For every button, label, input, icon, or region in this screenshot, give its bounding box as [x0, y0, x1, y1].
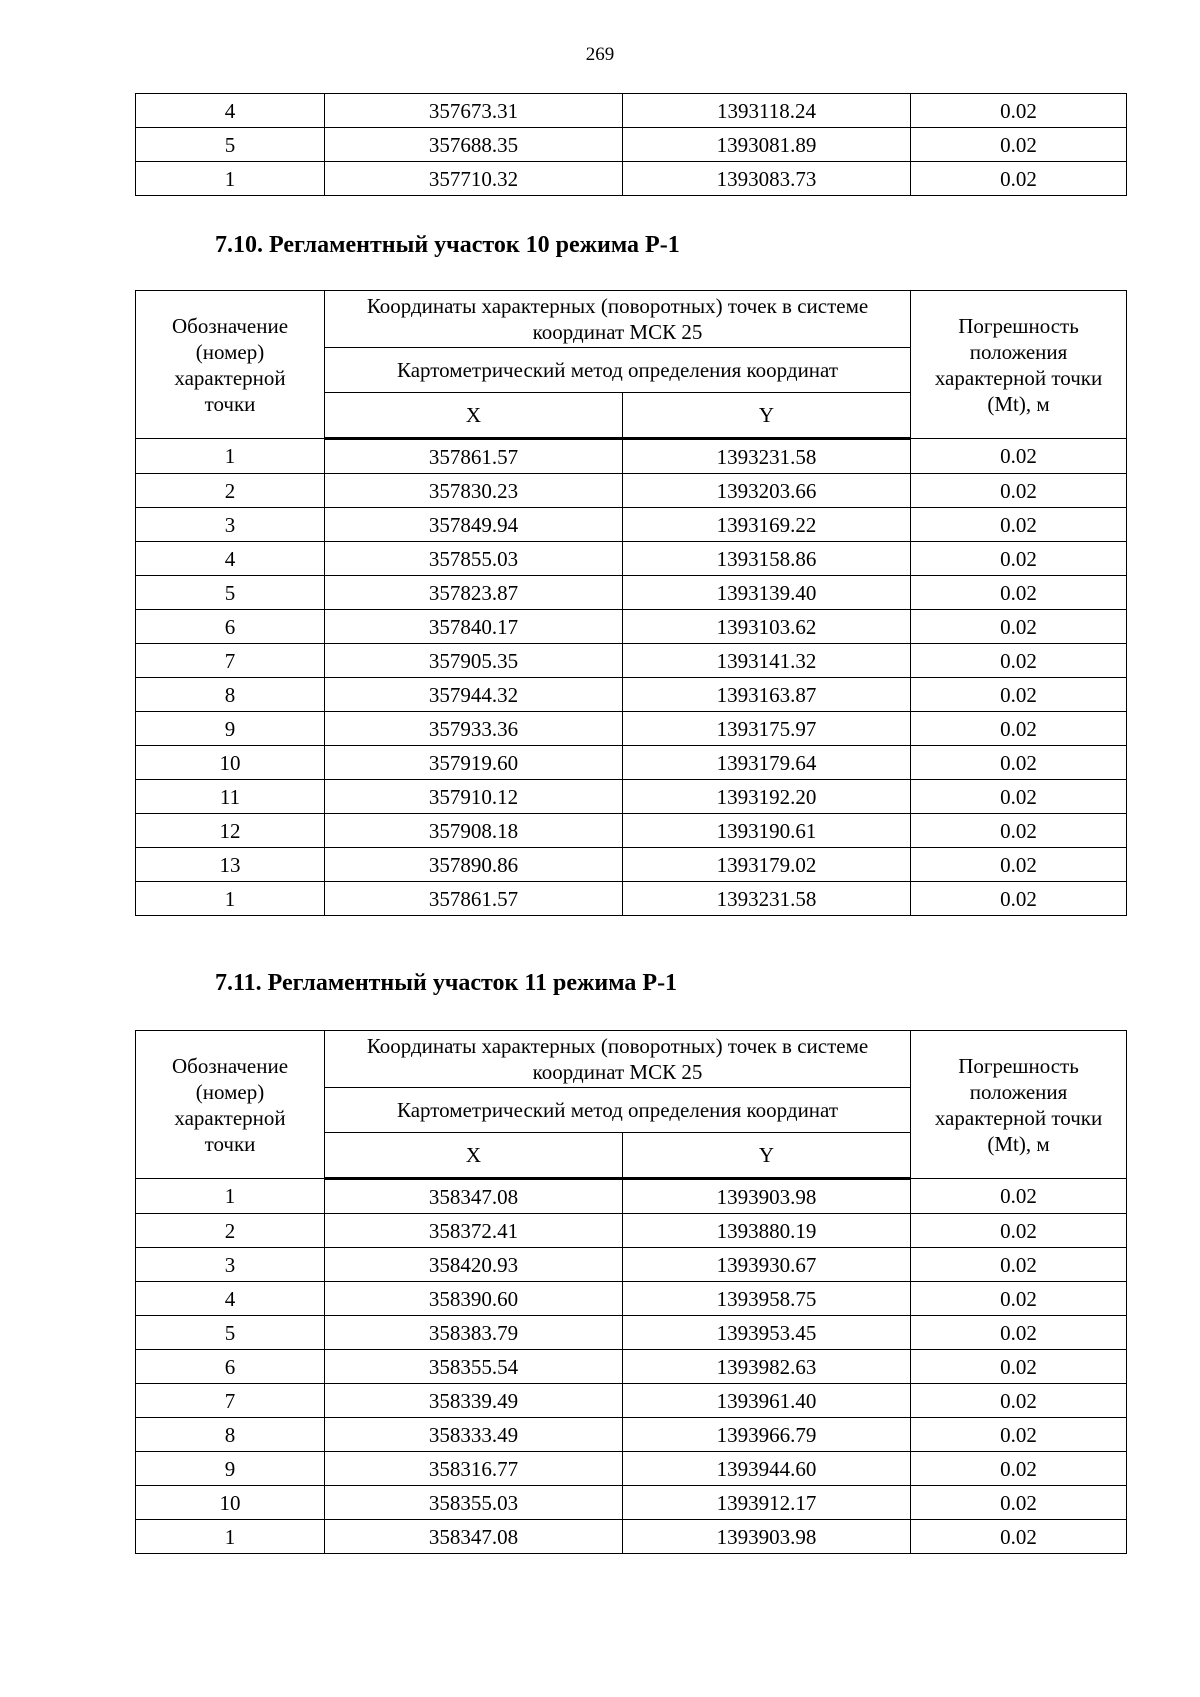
table-row: [136, 1384, 1127, 1418]
y-coordinate-cell: 1393231.58: [623, 439, 911, 474]
y-coordinate-cell: 1393179.64: [623, 746, 911, 780]
point-number-cell: 10: [136, 746, 325, 780]
point-number-cell: 1: [136, 162, 325, 196]
x-coordinate-cell: 357919.60: [325, 746, 623, 780]
table-row: [136, 439, 1127, 474]
x-coordinate-cell: 358383.79: [325, 1316, 623, 1350]
header-x: X: [325, 393, 623, 439]
x-coordinate-cell: 358347.08: [325, 1520, 623, 1554]
table-row: [136, 128, 1127, 162]
error-cell: 0.02: [911, 1214, 1127, 1248]
header-designation: Обозначение (номер) характерной точки: [136, 291, 325, 439]
point-number-cell: 4: [136, 1282, 325, 1316]
coordinates-table-continuation: [135, 93, 1127, 196]
point-number-cell: 9: [136, 1452, 325, 1486]
table-body: [136, 439, 1127, 916]
table-row: [136, 1179, 1127, 1214]
table-row: [136, 1486, 1127, 1520]
point-number-cell: 9: [136, 712, 325, 746]
point-number-cell: 12: [136, 814, 325, 848]
point-number-cell: 3: [136, 508, 325, 542]
y-coordinate-cell: 1393944.60: [623, 1452, 911, 1486]
table-row: [136, 814, 1127, 848]
point-number-cell: 6: [136, 1350, 325, 1384]
error-cell: 0.02: [911, 780, 1127, 814]
header-method: Картометрический метод определения координат: [325, 348, 911, 393]
x-coordinate-cell: 357908.18: [325, 814, 623, 848]
x-coordinate-cell: 357905.35: [325, 644, 623, 678]
point-number-cell: 4: [136, 542, 325, 576]
y-coordinate-cell: 1393961.40: [623, 1384, 911, 1418]
y-coordinate-cell: 1393903.98: [623, 1520, 911, 1554]
y-coordinate-cell: 1393231.58: [623, 882, 911, 916]
x-coordinate-cell: 358333.49: [325, 1418, 623, 1452]
y-coordinate-cell: 1393103.62: [623, 610, 911, 644]
point-number-cell: 1: [136, 882, 325, 916]
header-method: Картометрический метод определения координат: [325, 1088, 911, 1133]
x-coordinate-cell: 358339.49: [325, 1384, 623, 1418]
y-coordinate-cell: 1393958.75: [623, 1282, 911, 1316]
table-row: [136, 1452, 1127, 1486]
point-number-cell: 5: [136, 576, 325, 610]
error-cell: 0.02: [911, 678, 1127, 712]
table-body: [136, 94, 1127, 196]
x-coordinate-cell: 357840.17: [325, 610, 623, 644]
y-coordinate-cell: 1393192.20: [623, 780, 911, 814]
x-coordinate-cell: 358420.93: [325, 1248, 623, 1282]
coordinates-table-section-11: [135, 1030, 1127, 1554]
table-row: [136, 746, 1127, 780]
error-cell: 0.02: [911, 1486, 1127, 1520]
y-coordinate-cell: 1393190.61: [623, 814, 911, 848]
x-coordinate-cell: 357830.23: [325, 474, 623, 508]
header-y: Y: [623, 393, 911, 439]
header-y: Y: [623, 1133, 911, 1179]
x-coordinate-cell: 357861.57: [325, 439, 623, 474]
y-coordinate-cell: 1393141.32: [623, 644, 911, 678]
error-cell: 0.02: [911, 644, 1127, 678]
error-cell: 0.02: [911, 882, 1127, 916]
table-row: [136, 1282, 1127, 1316]
y-coordinate-cell: 1393179.02: [623, 848, 911, 882]
x-coordinate-cell: 358372.41: [325, 1214, 623, 1248]
table-row: [136, 610, 1127, 644]
point-number-cell: 3: [136, 1248, 325, 1282]
header-coords-title: Координаты характерных (поворотных) точек в системе координат МСК 25: [325, 291, 911, 348]
table-row: [136, 1418, 1127, 1452]
table-body: [136, 1179, 1127, 1554]
header-designation: Обозначение (номер) характерной точки: [136, 1031, 325, 1179]
header-error: Погрешность положения характерной точки (Mt), м: [911, 1031, 1127, 1179]
error-cell: 0.02: [911, 1316, 1127, 1350]
y-coordinate-cell: 1393953.45: [623, 1316, 911, 1350]
error-cell: 0.02: [911, 1179, 1127, 1214]
section-heading: 7.10. Регламентный участок 10 режима Р-1: [215, 232, 680, 258]
point-number-cell: 1: [136, 439, 325, 474]
point-number-cell: 1: [136, 1179, 325, 1214]
y-coordinate-cell: 1393930.67: [623, 1248, 911, 1282]
page-number: 269: [585, 44, 615, 65]
error-cell: 0.02: [911, 814, 1127, 848]
point-number-cell: 2: [136, 474, 325, 508]
table-row: [136, 94, 1127, 128]
error-cell: 0.02: [911, 1282, 1127, 1316]
point-number-cell: 10: [136, 1486, 325, 1520]
table-row: [136, 1316, 1127, 1350]
error-cell: 0.02: [911, 576, 1127, 610]
table-row: [136, 712, 1127, 746]
point-number-cell: 1: [136, 1520, 325, 1554]
y-coordinate-cell: 1393880.19: [623, 1214, 911, 1248]
point-number-cell: 5: [136, 1316, 325, 1350]
table-row: [136, 1350, 1127, 1384]
y-coordinate-cell: 1393139.40: [623, 576, 911, 610]
table-row: [136, 474, 1127, 508]
table-row: [136, 576, 1127, 610]
y-coordinate-cell: 1393966.79: [623, 1418, 911, 1452]
x-coordinate-cell: 358355.54: [325, 1350, 623, 1384]
point-number-cell: 2: [136, 1214, 325, 1248]
y-coordinate-cell: 1393912.17: [623, 1486, 911, 1520]
x-coordinate-cell: 357944.32: [325, 678, 623, 712]
point-number-cell: 4: [136, 94, 325, 128]
header-coords-title: Координаты характерных (поворотных) точек в системе координат МСК 25: [325, 1031, 911, 1088]
table-row: [136, 678, 1127, 712]
error-cell: 0.02: [911, 610, 1127, 644]
y-coordinate-cell: 1393083.73: [623, 162, 911, 196]
x-coordinate-cell: 357933.36: [325, 712, 623, 746]
y-coordinate-cell: 1393175.97: [623, 712, 911, 746]
error-cell: 0.02: [911, 542, 1127, 576]
x-coordinate-cell: 358316.77: [325, 1452, 623, 1486]
point-number-cell: 11: [136, 780, 325, 814]
x-coordinate-cell: 357823.87: [325, 576, 623, 610]
error-cell: 0.02: [911, 94, 1127, 128]
x-coordinate-cell: 357710.32: [325, 162, 623, 196]
coordinates-table-section-10: [135, 290, 1127, 916]
x-coordinate-cell: 357910.12: [325, 780, 623, 814]
y-coordinate-cell: 1393081.89: [623, 128, 911, 162]
error-cell: 0.02: [911, 1384, 1127, 1418]
table-header: [136, 1031, 1127, 1179]
table-row: [136, 508, 1127, 542]
table-row: [136, 162, 1127, 196]
error-cell: 0.02: [911, 1452, 1127, 1486]
table-row: [136, 882, 1127, 916]
table-row: [136, 1214, 1127, 1248]
point-number-cell: 6: [136, 610, 325, 644]
x-coordinate-cell: 358347.08: [325, 1179, 623, 1214]
error-cell: 0.02: [911, 1350, 1127, 1384]
y-coordinate-cell: 1393982.63: [623, 1350, 911, 1384]
point-number-cell: 5: [136, 128, 325, 162]
point-number-cell: 8: [136, 1418, 325, 1452]
error-cell: 0.02: [911, 474, 1127, 508]
x-coordinate-cell: 357861.57: [325, 882, 623, 916]
x-coordinate-cell: 357890.86: [325, 848, 623, 882]
y-coordinate-cell: 1393903.98: [623, 1179, 911, 1214]
error-cell: 0.02: [911, 712, 1127, 746]
x-coordinate-cell: 358355.03: [325, 1486, 623, 1520]
y-coordinate-cell: 1393158.86: [623, 542, 911, 576]
error-cell: 0.02: [911, 1520, 1127, 1554]
error-cell: 0.02: [911, 439, 1127, 474]
error-cell: 0.02: [911, 1418, 1127, 1452]
x-coordinate-cell: 357688.35: [325, 128, 623, 162]
table-header: [136, 291, 1127, 439]
point-number-cell: 8: [136, 678, 325, 712]
error-cell: 0.02: [911, 162, 1127, 196]
error-cell: 0.02: [911, 508, 1127, 542]
point-number-cell: 7: [136, 644, 325, 678]
table-row: [136, 780, 1127, 814]
y-coordinate-cell: 1393169.22: [623, 508, 911, 542]
x-coordinate-cell: 357855.03: [325, 542, 623, 576]
y-coordinate-cell: 1393163.87: [623, 678, 911, 712]
table-row: [136, 848, 1127, 882]
table-row: [136, 644, 1127, 678]
error-cell: 0.02: [911, 1248, 1127, 1282]
x-coordinate-cell: 358390.60: [325, 1282, 623, 1316]
table-row: [136, 542, 1127, 576]
x-coordinate-cell: 357849.94: [325, 508, 623, 542]
y-coordinate-cell: 1393118.24: [623, 94, 911, 128]
header-error: Погрешность положения характерной точки (Mt), м: [911, 291, 1127, 439]
point-number-cell: 13: [136, 848, 325, 882]
table-row: [136, 1520, 1127, 1554]
x-coordinate-cell: 357673.31: [325, 94, 623, 128]
table-row: [136, 1248, 1127, 1282]
section-heading: 7.11. Регламентный участок 11 режима Р-1: [215, 970, 678, 996]
error-cell: 0.02: [911, 848, 1127, 882]
header-x: X: [325, 1133, 623, 1179]
point-number-cell: 7: [136, 1384, 325, 1418]
y-coordinate-cell: 1393203.66: [623, 474, 911, 508]
error-cell: 0.02: [911, 746, 1127, 780]
error-cell: 0.02: [911, 128, 1127, 162]
